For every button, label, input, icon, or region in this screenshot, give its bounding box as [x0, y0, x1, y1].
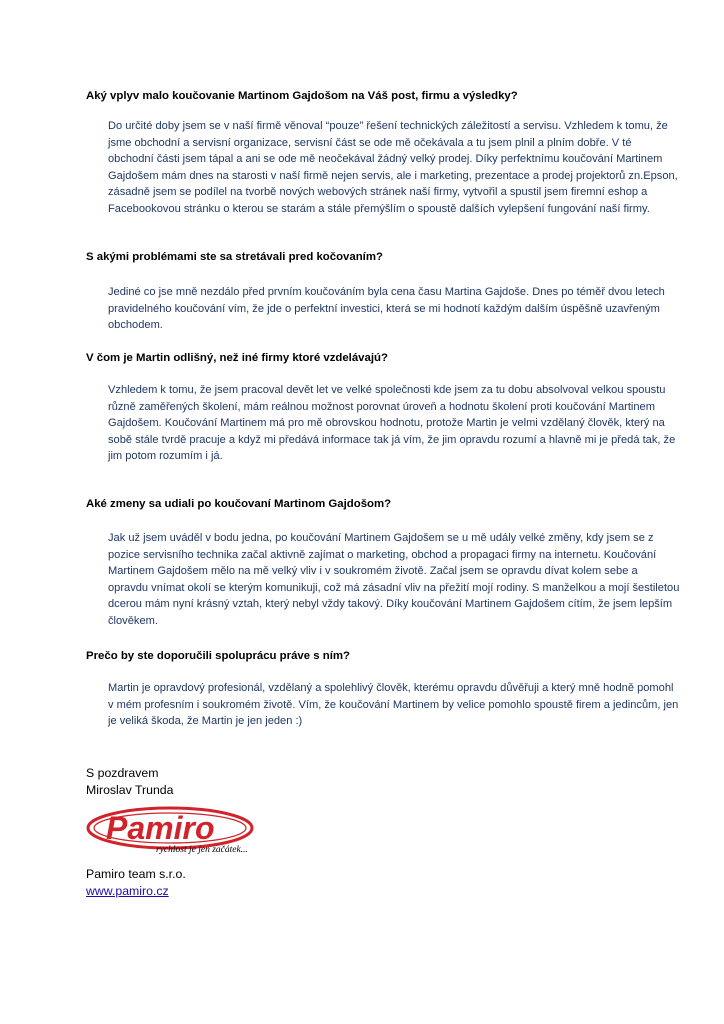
answer-3: Vzhledem k tomu, že jsem pracoval devět let ve velké společnosti kde jsem za tu dobu absolvoval velkou spoustu různě zaměřených školení, mám reálnou možnost porovnat úroveň a hodnotu školení proti koučování Martinem Gajdošem. Koučování Martinem má pro mě obrovskou hodnotu, protože Martin je velmi vzdělaný člověk, který na sobě stále tvrdě pracuje a když mi předává informace tak já vím, že jim opravdu rozumí a hlavně mi je předá tak, že jim potom rozumím i já. [108, 384, 676, 462]
logo-text: Pamiro [106, 810, 215, 846]
logo-tagline: rychlost je jen začátek... [156, 845, 248, 855]
answer-4: Jak už jsem uváděl v bodu jedna, po koučování Martinem Gajdošem se u mě udály velké změny, kdy jsem se z pozice servisního technika začal aktivně zajímat o marketing, obchod a propagaci firmy na internetu. Koučování Martinem Gajdošem mělo na mě velký vliv i v soukromém životě. Začal jsem se opravdu dívat kolem sebe a opravdu vnímat okolí se kterým komunikuji, což má zásadní vliv na přežití mojí rodiny. S manželkou a mojí šestiletou dcerou mám nyní krásný vztah, který nebyl vždy takový. Díky koučování Martinem Gajdošem cítím, že jsem lepším člověkem. [108, 532, 680, 627]
question-5: Prečo by ste doporučili spoluprácu práve s ním? [86, 650, 350, 662]
question-2: S akými problémami ste sa stretávali pred kočovaním? [86, 251, 383, 263]
answer-1: Do určité doby jsem se v naší firmě věnoval “pouze” řešení technických záležitostí a servisu. Vzhledem k tomu, že jsme obchodní a servisní organizace, servisní část se ode mě očekávala a tu jsem plnil a plním dobře. V té obchodní části jsem tápal a ani se ode mě neočekával žádný velký prodej. Díky perfektnímu koučování Martinem Gajdošem mám dnes na starosti v naší firmě nejen servis, ale i marketing, prezentace a prodej projektorů zn.Epson, zásadně jsem se podílel na tvorbě nových webových stránek naší firmy, vytvořil a spustil jsem firemní eshop a Facebookovou stránku o kterou se starám a stále přemýšlím o spoustě dalších vylepšení fungování naší firmy. [108, 120, 678, 215]
answer-2: Jediné co jse mně nezdálo před prvním koučováním byla cena času Martina Gajdoše. Dnes po téměř dvou letech pravidelného koučování vím, že jde o perfektní investici, která se mi hodnotí každým dalším úspěšně uzavřeným obchodem. [108, 286, 665, 331]
question-3: V čom je Martin odlišný, než iné firmy ktoré vzdelávajú? [86, 352, 388, 364]
company-name: Pamiro team s.r.o. [86, 867, 186, 881]
question-4: Aké zmeny sa udiali po koučovaní Martinom Gajdošom? [86, 498, 392, 510]
signature-greeting: S pozdravem [86, 766, 159, 780]
signature-name: Miroslav Trunda [86, 783, 174, 797]
website-link[interactable]: www.pamiro.cz [86, 884, 169, 898]
question-1: Aký vplyv malo koučovanie Martinom Gajdošom na Váš post, firmu a výsledky? [86, 90, 518, 102]
answer-5: Martin je opravdový profesionál, vzdělaný a spolehlivý člověk, kterému opravdu důvěřuji a který mně hodně pomohl v mém profesním i soukromém životě. Vím, že koučování Martinem by velice pomohlo spoustě firem a jedincům, jen je veliká škoda, že Martin je jen jeden :) [108, 682, 679, 727]
pamiro-logo [86, 806, 286, 858]
